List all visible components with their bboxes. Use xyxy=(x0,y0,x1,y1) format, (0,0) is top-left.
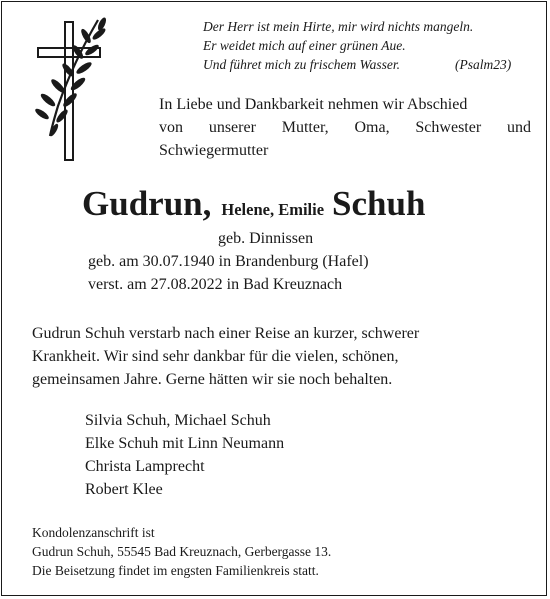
farewell-line-3: Schwiegermutter xyxy=(159,142,269,159)
mourner-name: Silvia Schuh, Michael Schuh xyxy=(85,412,271,429)
funeral-note: Die Beisetzung findet im engsten Familienkreis statt. xyxy=(32,563,319,578)
birth-name: geb. Dinnissen xyxy=(218,230,314,247)
farewell-line-2: von unserer Mutter, Oma, Schwester und xyxy=(159,119,531,136)
psalm-line-3: Und führet mich zu frischem Wasser. xyxy=(203,57,400,72)
condolence-address-label: Kondolenzanschrift ist xyxy=(32,525,155,540)
birth-date-place: geb. am 30.07.1940 in Brandenburg (Hafel) xyxy=(88,253,369,270)
message-line-2: Krankheit. Wir sind sehr dankbar für die vielen, schönen, xyxy=(32,348,399,365)
last-name: Schuh xyxy=(332,184,426,223)
message-line-1: Gudrun Schuh verstarb nach einer Reise an kurzer, schwerer xyxy=(32,325,420,342)
cross-with-palm-branch-icon xyxy=(28,14,138,164)
mourner-name: Christa Lamprecht xyxy=(85,458,205,475)
condolence-address: Gudrun Schuh, 55545 Bad Kreuznach, Gerbergasse 13. xyxy=(32,544,332,559)
message-line-3: gemeinsamen Jahre. Gerne hätten wir sie noch behalten. xyxy=(32,371,393,388)
farewell-line-1: In Liebe und Dankbarkeit nehmen wir Abschied xyxy=(159,96,468,113)
psalm-line-2: Er weidet mich auf einer grünen Aue. xyxy=(203,38,406,53)
mourner-name: Elke Schuh mit Linn Neumann xyxy=(85,435,285,452)
deceased-name-heading xyxy=(82,183,425,232)
middle-names: Helene, Emilie xyxy=(221,200,325,219)
psalm-line-1: Der Herr ist mein Hirte, mir wird nichts mangeln. xyxy=(203,19,474,34)
death-date-place: verst. am 27.08.2022 in Bad Kreuznach xyxy=(88,276,343,293)
psalm-reference: (Psalm23) xyxy=(455,57,512,72)
mourner-name: Robert Klee xyxy=(85,481,163,498)
first-name: Gudrun, xyxy=(82,184,212,223)
